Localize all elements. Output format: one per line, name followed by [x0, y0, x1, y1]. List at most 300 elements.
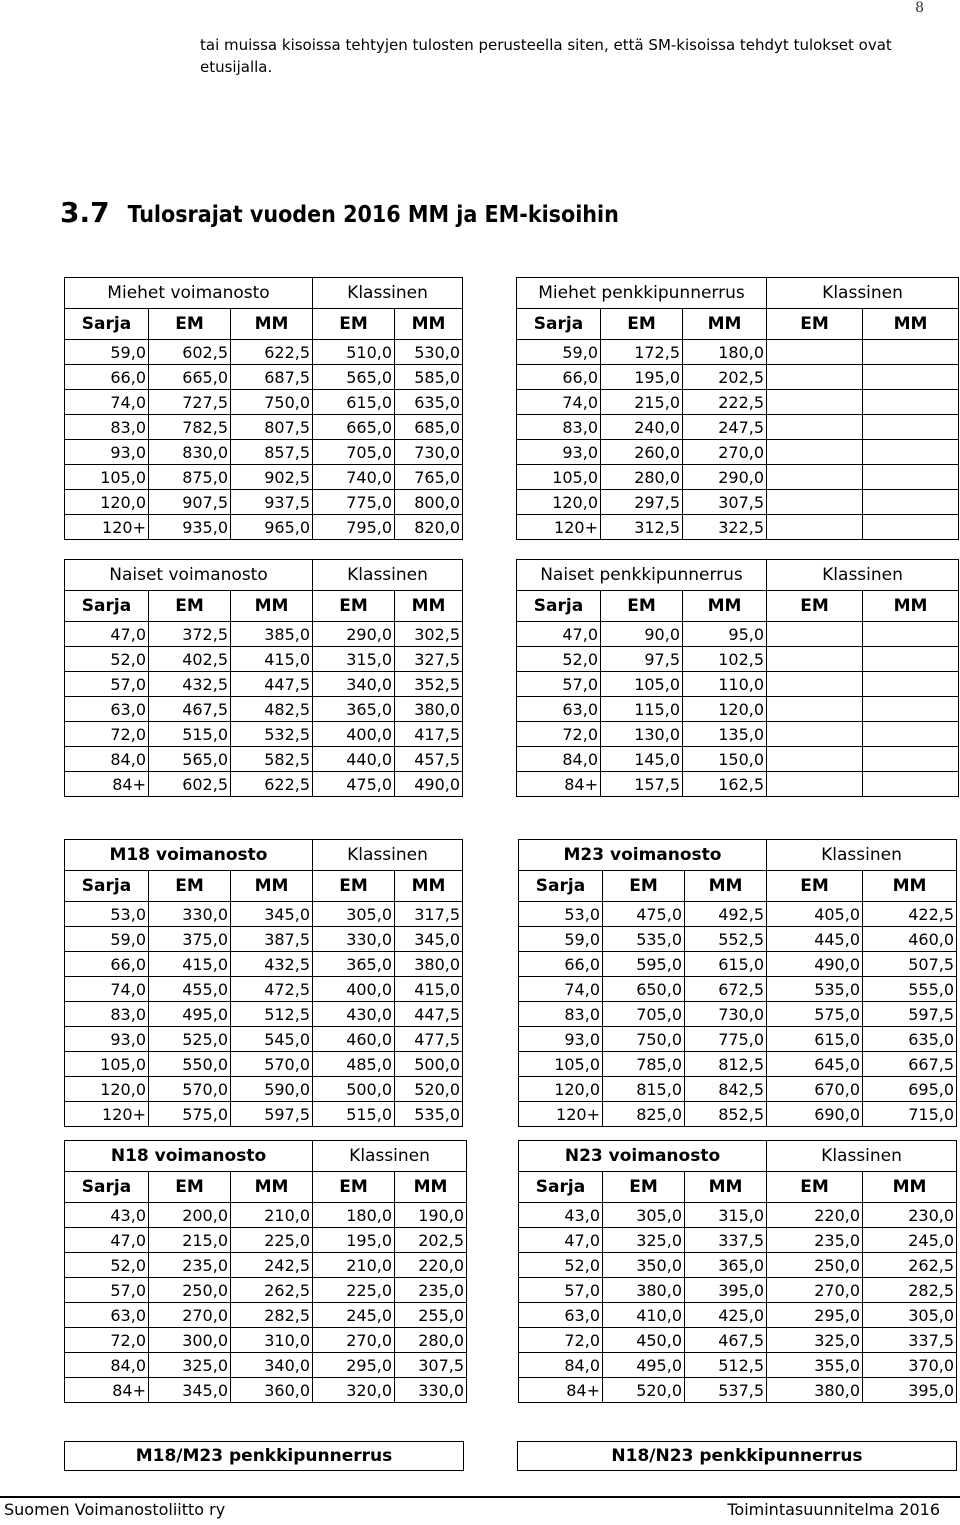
- table-cell: 93,0: [65, 440, 149, 465]
- table-cell: 202,5: [395, 1228, 467, 1253]
- table-cell: 84+: [519, 1378, 603, 1403]
- table-cell: 650,0: [603, 977, 685, 1002]
- column-header: EM: [149, 871, 231, 902]
- table-cell: 750,0: [603, 1027, 685, 1052]
- table-cell: 270,0: [683, 440, 767, 465]
- column-header: MM: [395, 591, 463, 622]
- table-cell: 225,0: [313, 1278, 395, 1303]
- table-cell: 52,0: [65, 1253, 149, 1278]
- table-row: [65, 747, 463, 772]
- table-cell: 645,0: [767, 1052, 863, 1077]
- table-subtitle: Klassinen: [767, 560, 959, 591]
- table-cell: 492,5: [685, 902, 767, 927]
- table-cell: 532,5: [231, 722, 313, 747]
- table-row: [519, 1303, 957, 1328]
- table-cell: [767, 390, 863, 415]
- table-cell: 825,0: [603, 1102, 685, 1127]
- column-header: EM: [767, 309, 863, 340]
- table-cell: [863, 772, 959, 797]
- table-row: [517, 440, 959, 465]
- table-cell: 432,5: [149, 672, 231, 697]
- table-cell: 565,0: [149, 747, 231, 772]
- table-cell: 515,0: [313, 1102, 395, 1127]
- table-cell: [863, 672, 959, 697]
- table-row: [65, 1203, 467, 1228]
- column-header: EM: [601, 591, 683, 622]
- table-row: [517, 672, 959, 697]
- table-cell: 63,0: [65, 697, 149, 722]
- table-cell: [863, 722, 959, 747]
- section-heading: [60, 196, 619, 229]
- m18-powerlifting-table: [64, 839, 463, 1127]
- table-row: [517, 415, 959, 440]
- table-cell: [863, 490, 959, 515]
- table-cell: 385,0: [231, 622, 313, 647]
- table-cell: 47,0: [519, 1228, 603, 1253]
- table-cell: 295,0: [767, 1303, 863, 1328]
- table-row: [65, 772, 463, 797]
- table-subtitle: Klassinen: [313, 1141, 467, 1172]
- table-row: [519, 927, 957, 952]
- table-cell: 84,0: [519, 1353, 603, 1378]
- table-cell: 820,0: [395, 515, 463, 540]
- table-cell: 500,0: [313, 1077, 395, 1102]
- column-header: Sarja: [65, 309, 149, 340]
- table-cell: 120,0: [517, 490, 601, 515]
- table-subtitle: Klassinen: [767, 278, 959, 309]
- table-cell: 570,0: [149, 1077, 231, 1102]
- table-cell: 785,0: [603, 1052, 685, 1077]
- table-cell: 705,0: [603, 1002, 685, 1027]
- table-cell: 57,0: [65, 1278, 149, 1303]
- column-header: MM: [863, 1172, 957, 1203]
- table-cell: 97,5: [601, 647, 683, 672]
- table-cell: 937,5: [231, 490, 313, 515]
- table-cell: 72,0: [65, 722, 149, 747]
- table-cell: 210,0: [231, 1203, 313, 1228]
- table-cell: 120,0: [519, 1077, 603, 1102]
- column-header: Sarja: [517, 591, 601, 622]
- table-cell: 63,0: [65, 1303, 149, 1328]
- table-cell: 490,0: [395, 772, 463, 797]
- table-cell: 305,0: [863, 1303, 957, 1328]
- table-cell: 430,0: [313, 1002, 395, 1027]
- table-row: [517, 697, 959, 722]
- table-cell: 337,5: [863, 1328, 957, 1353]
- table-cell: 172,5: [601, 340, 683, 365]
- table-row: [519, 1353, 957, 1378]
- table-cell: 387,5: [231, 927, 313, 952]
- table-cell: 180,0: [683, 340, 767, 365]
- column-header: EM: [603, 1172, 685, 1203]
- table-row: [65, 1228, 467, 1253]
- table-cell: 807,5: [231, 415, 313, 440]
- table-cell: 282,5: [231, 1303, 313, 1328]
- table-cell: 490,0: [767, 952, 863, 977]
- table-cell: 84+: [65, 772, 149, 797]
- table-row: [517, 622, 959, 647]
- table-cell: 105,0: [65, 1052, 149, 1077]
- table-cell: 815,0: [603, 1077, 685, 1102]
- table-cell: 74,0: [65, 977, 149, 1002]
- table-cell: 305,0: [313, 902, 395, 927]
- table-cell: 372,5: [149, 622, 231, 647]
- table-cell: 365,0: [685, 1253, 767, 1278]
- table-cell: 110,0: [683, 672, 767, 697]
- table-cell: 340,0: [313, 672, 395, 697]
- table-cell: 115,0: [601, 697, 683, 722]
- table-cell: 105,0: [519, 1052, 603, 1077]
- table-row: [65, 440, 463, 465]
- table-cell: [863, 365, 959, 390]
- table-cell: 520,0: [603, 1378, 685, 1403]
- table-cell: 670,0: [767, 1077, 863, 1102]
- table-cell: 530,0: [395, 340, 463, 365]
- table-cell: 380,0: [395, 952, 463, 977]
- table-cell: 270,0: [767, 1278, 863, 1303]
- table-cell: 715,0: [863, 1102, 957, 1127]
- table-cell: 270,0: [313, 1328, 395, 1353]
- table-cell: 93,0: [519, 1027, 603, 1052]
- table-cell: 43,0: [519, 1203, 603, 1228]
- table-cell: 350,0: [603, 1253, 685, 1278]
- table-title: N23 voimanosto: [519, 1141, 767, 1172]
- table-cell: 52,0: [65, 647, 149, 672]
- table-cell: 53,0: [65, 902, 149, 927]
- column-header: MM: [863, 871, 957, 902]
- table-cell: [863, 390, 959, 415]
- n23-powerlifting-table: [518, 1140, 957, 1403]
- table-cell: [863, 622, 959, 647]
- table-cell: 200,0: [149, 1203, 231, 1228]
- table-cell: 485,0: [313, 1052, 395, 1077]
- table-row: [519, 902, 957, 927]
- column-header: MM: [231, 309, 313, 340]
- table-cell: 280,0: [601, 465, 683, 490]
- table-cell: 510,0: [313, 340, 395, 365]
- table-row: [65, 515, 463, 540]
- column-header: EM: [767, 871, 863, 902]
- table-cell: 750,0: [231, 390, 313, 415]
- column-header: MM: [231, 591, 313, 622]
- table-cell: 460,0: [863, 927, 957, 952]
- table-cell: 535,0: [603, 927, 685, 952]
- table-cell: 740,0: [313, 465, 395, 490]
- table-cell: 53,0: [519, 902, 603, 927]
- table-cell: 422,5: [863, 902, 957, 927]
- table-cell: 447,5: [395, 1002, 463, 1027]
- table-cell: 460,0: [313, 1027, 395, 1052]
- table-row: [65, 490, 463, 515]
- table-cell: 245,0: [863, 1228, 957, 1253]
- page-number: 8: [915, 0, 924, 16]
- table-cell: 66,0: [65, 365, 149, 390]
- column-header: EM: [767, 591, 863, 622]
- table-row: [65, 1353, 467, 1378]
- table-cell: [863, 440, 959, 465]
- table-cell: 340,0: [231, 1353, 313, 1378]
- table-cell: 345,0: [149, 1378, 231, 1403]
- column-header: EM: [603, 871, 685, 902]
- table-cell: 795,0: [313, 515, 395, 540]
- table-subtitle: Klassinen: [313, 840, 463, 871]
- section-number: 3.7: [60, 196, 110, 229]
- table-cell: 105,0: [601, 672, 683, 697]
- table-row: [65, 415, 463, 440]
- table-cell: 775,0: [313, 490, 395, 515]
- table-cell: 315,0: [685, 1203, 767, 1228]
- table-cell: 455,0: [149, 977, 231, 1002]
- table-row: [517, 722, 959, 747]
- table-row: [65, 1328, 467, 1353]
- table-cell: 585,0: [395, 365, 463, 390]
- footer-document: Toimintasuunnitelma 2016: [727, 1500, 940, 1519]
- table-cell: 72,0: [519, 1328, 603, 1353]
- table-cell: 635,0: [395, 390, 463, 415]
- table-row: [65, 902, 463, 927]
- table-cell: 305,0: [603, 1203, 685, 1228]
- table-cell: 240,0: [601, 415, 683, 440]
- table-cell: 83,0: [65, 1002, 149, 1027]
- table-cell: 370,0: [863, 1353, 957, 1378]
- table-cell: 84+: [517, 772, 601, 797]
- table-cell: 120,0: [65, 490, 149, 515]
- table-row: [65, 622, 463, 647]
- table-cell: 330,0: [395, 1378, 467, 1403]
- table-cell: 52,0: [519, 1253, 603, 1278]
- column-header: MM: [231, 871, 313, 902]
- table-cell: 317,5: [395, 902, 463, 927]
- table-subtitle: Klassinen: [313, 560, 463, 591]
- table-cell: 57,0: [517, 672, 601, 697]
- table-cell: 685,0: [395, 415, 463, 440]
- table-cell: 295,0: [313, 1353, 395, 1378]
- column-header: EM: [149, 309, 231, 340]
- column-header: MM: [683, 591, 767, 622]
- column-header: EM: [149, 1172, 231, 1203]
- table-row: [517, 772, 959, 797]
- women-powerlifting-table: [64, 559, 463, 797]
- women-bench-table: [516, 559, 959, 797]
- table-cell: 475,0: [603, 902, 685, 927]
- table-cell: 622,5: [231, 772, 313, 797]
- table-title: Naiset penkkipunnerrus: [517, 560, 767, 591]
- table-cell: 310,0: [231, 1328, 313, 1353]
- table-row: [519, 1378, 957, 1403]
- table-row: [519, 1077, 957, 1102]
- table-cell: 250,0: [149, 1278, 231, 1303]
- table-cell: 635,0: [863, 1027, 957, 1052]
- table-row: [519, 1027, 957, 1052]
- column-header: EM: [313, 591, 395, 622]
- table-cell: 47,0: [517, 622, 601, 647]
- table-cell: 337,5: [685, 1228, 767, 1253]
- table-cell: 312,5: [601, 515, 683, 540]
- table-cell: 575,0: [149, 1102, 231, 1127]
- table-cell: 74,0: [517, 390, 601, 415]
- table-cell: 290,0: [313, 622, 395, 647]
- table-cell: 730,0: [685, 1002, 767, 1027]
- m23-powerlifting-table: [518, 839, 957, 1127]
- table-cell: 325,0: [149, 1353, 231, 1378]
- table-cell: 375,0: [149, 927, 231, 952]
- table-cell: 415,0: [231, 647, 313, 672]
- column-header: Sarja: [519, 871, 603, 902]
- table-cell: 457,5: [395, 747, 463, 772]
- table-cell: 120,0: [65, 1077, 149, 1102]
- table-row: [517, 747, 959, 772]
- table-cell: 472,5: [231, 977, 313, 1002]
- table-cell: 102,5: [683, 647, 767, 672]
- table-cell: 405,0: [767, 902, 863, 927]
- table-cell: 322,5: [683, 515, 767, 540]
- table-cell: 330,0: [313, 927, 395, 952]
- table-cell: [767, 747, 863, 772]
- table-cell: 440,0: [313, 747, 395, 772]
- table-cell: 84,0: [65, 747, 149, 772]
- table-row: [519, 1328, 957, 1353]
- table-cell: 220,0: [395, 1253, 467, 1278]
- table-row: [65, 697, 463, 722]
- table-cell: 415,0: [395, 977, 463, 1002]
- intro-paragraph: tai muissa kisoissa tehtyjen tulosten perusteella siten, että SM-kisoissa tehdyt tulokset ovat etusijalla.: [200, 36, 892, 76]
- table-cell: 475,0: [313, 772, 395, 797]
- column-header: EM: [313, 309, 395, 340]
- n18-powerlifting-table: [64, 1140, 467, 1403]
- table-cell: 260,0: [601, 440, 683, 465]
- table-cell: 105,0: [517, 465, 601, 490]
- table-cell: 425,0: [685, 1303, 767, 1328]
- table-cell: [767, 647, 863, 672]
- table-cell: 280,0: [395, 1328, 467, 1353]
- table-row: [519, 952, 957, 977]
- table-cell: 875,0: [149, 465, 231, 490]
- table-cell: 415,0: [149, 952, 231, 977]
- table-cell: 195,0: [313, 1228, 395, 1253]
- table-cell: 83,0: [519, 1002, 603, 1027]
- table-cell: 500,0: [395, 1052, 463, 1077]
- table-cell: 597,5: [863, 1002, 957, 1027]
- column-header: MM: [395, 871, 463, 902]
- table-cell: 537,5: [685, 1378, 767, 1403]
- column-header: EM: [313, 871, 395, 902]
- table-cell: 602,5: [149, 340, 231, 365]
- column-header: Sarja: [65, 871, 149, 902]
- table-row: [519, 1278, 957, 1303]
- table-cell: 665,0: [149, 365, 231, 390]
- table-cell: 410,0: [603, 1303, 685, 1328]
- table-row: [65, 1077, 463, 1102]
- table-cell: 582,5: [231, 747, 313, 772]
- table-cell: 210,0: [313, 1253, 395, 1278]
- table-cell: 345,0: [231, 902, 313, 927]
- table-cell: [767, 622, 863, 647]
- table-cell: 365,0: [313, 952, 395, 977]
- table-cell: 325,0: [603, 1228, 685, 1253]
- table-cell: 162,5: [683, 772, 767, 797]
- n18-n23-bench-label: N18/N23 penkkipunnerrus: [517, 1441, 957, 1471]
- table-cell: 250,0: [767, 1253, 863, 1278]
- table-title: Miehet voimanosto: [65, 278, 313, 309]
- table-cell: [767, 365, 863, 390]
- column-header: MM: [395, 1172, 467, 1203]
- table-cell: 482,5: [231, 697, 313, 722]
- table-cell: 66,0: [65, 952, 149, 977]
- table-title: Naiset voimanosto: [65, 560, 313, 591]
- table-cell: 222,5: [683, 390, 767, 415]
- men-bench-table: [516, 277, 959, 540]
- table-row: [65, 977, 463, 1002]
- column-header: Sarja: [65, 591, 149, 622]
- table-row: [519, 1203, 957, 1228]
- table-row: [519, 1102, 957, 1127]
- table-cell: 380,0: [395, 697, 463, 722]
- column-header: MM: [685, 871, 767, 902]
- table-cell: [767, 515, 863, 540]
- table-cell: 59,0: [519, 927, 603, 952]
- table-cell: [767, 415, 863, 440]
- table-cell: [863, 647, 959, 672]
- table-cell: 402,5: [149, 647, 231, 672]
- column-header: Sarja: [519, 1172, 603, 1203]
- table-cell: 120+: [65, 1102, 149, 1127]
- column-header: MM: [685, 1172, 767, 1203]
- table-cell: 907,5: [149, 490, 231, 515]
- table-cell: 965,0: [231, 515, 313, 540]
- table-cell: 935,0: [149, 515, 231, 540]
- table-cell: [767, 440, 863, 465]
- table-cell: [863, 465, 959, 490]
- column-header: Sarja: [65, 1172, 149, 1203]
- table-cell: 525,0: [149, 1027, 231, 1052]
- table-cell: 230,0: [863, 1203, 957, 1228]
- table-cell: 130,0: [601, 722, 683, 747]
- table-cell: [767, 722, 863, 747]
- table-cell: 262,5: [863, 1253, 957, 1278]
- table-cell: 297,5: [601, 490, 683, 515]
- table-cell: 59,0: [65, 340, 149, 365]
- table-cell: 687,5: [231, 365, 313, 390]
- table-cell: 72,0: [517, 722, 601, 747]
- table-cell: 417,5: [395, 722, 463, 747]
- column-header: MM: [231, 1172, 313, 1203]
- table-cell: 432,5: [231, 952, 313, 977]
- table-cell: 800,0: [395, 490, 463, 515]
- table-cell: 515,0: [149, 722, 231, 747]
- table-cell: 190,0: [395, 1203, 467, 1228]
- table-cell: 84,0: [517, 747, 601, 772]
- table-row: [65, 1278, 467, 1303]
- table-row: [517, 647, 959, 672]
- table-row: [65, 927, 463, 952]
- table-cell: 157,5: [601, 772, 683, 797]
- table-row: [65, 1102, 463, 1127]
- table-cell: 220,0: [767, 1203, 863, 1228]
- table-cell: 105,0: [65, 465, 149, 490]
- table-cell: 615,0: [313, 390, 395, 415]
- table-row: [65, 340, 463, 365]
- table-cell: 512,5: [685, 1353, 767, 1378]
- table-cell: 135,0: [683, 722, 767, 747]
- table-cell: 477,5: [395, 1027, 463, 1052]
- table-cell: [767, 340, 863, 365]
- table-cell: 245,0: [313, 1303, 395, 1328]
- table-cell: [863, 515, 959, 540]
- table-cell: 57,0: [519, 1278, 603, 1303]
- table-cell: 150,0: [683, 747, 767, 772]
- table-cell: 360,0: [231, 1378, 313, 1403]
- table-cell: 507,5: [863, 952, 957, 977]
